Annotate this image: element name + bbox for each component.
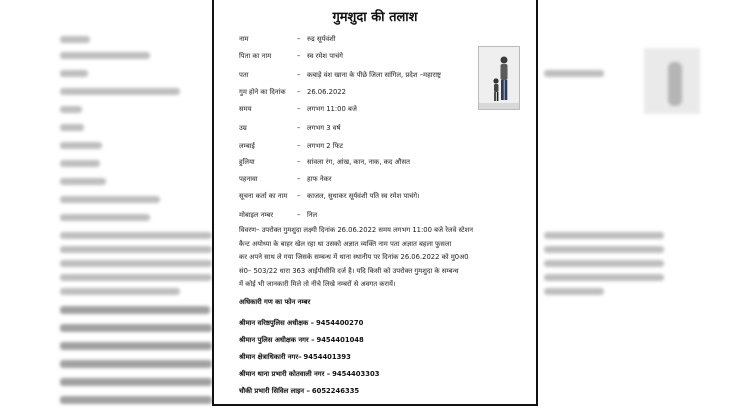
- detail-value: काजल, सुधाकर सूर्यवंशी पति स्व रमेश पाचंगे।: [307, 192, 420, 200]
- detail-label: हुलिया: [239, 158, 255, 166]
- detail-row-clothing: पहनावा – हाफ नेकर: [239, 175, 332, 183]
- detail-row-height: लम्बाई – लगभग 2 फिट: [239, 142, 344, 150]
- detail-label: पिता का नाम: [239, 52, 272, 60]
- detail-row-mobile: मोबाइल नम्बर – निल: [239, 211, 318, 219]
- detail-value: हाफ नेकर: [307, 175, 332, 183]
- detail-value: रुद्र सूर्यवंशी: [307, 35, 336, 43]
- description-line: विवरण– उपरोक्त गुमशुदा लक्ष्मी दिनांक 26.06.2022 समय लगभग 11:00 बजे रेलवे स्टेशन: [239, 226, 473, 234]
- contact-row: [239, 369, 379, 378]
- contact-row: [239, 386, 359, 395]
- detail-row-age: उम्र – लगभग 3 वर्ष: [239, 124, 341, 132]
- contact-number: 9454401393: [303, 353, 351, 361]
- notice-title: गुमशुदा की तलाश: [332, 10, 418, 25]
- contacts-heading: अधिकारी गण का फोन नम्बर: [239, 298, 311, 306]
- detail-value: सांवला रंग, आंख, कान, नाक, कद औसत: [307, 158, 410, 166]
- detail-value: लगभग 3 वर्ष: [307, 124, 341, 132]
- detail-label: पता: [239, 71, 249, 79]
- contact-name: श्रीमान थाना प्रभारी कोतवाली नगर –: [239, 370, 331, 378]
- detail-label: पहनावा: [239, 175, 258, 183]
- description-line: सं0– 503/22 धारा 363 आईपीसीवि दर्ज है। यदि किसी को उपरोक्त गुमशुदा के सम्बन्ध: [239, 266, 459, 275]
- detail-value: कबाड़े वंश खाना के पीछे जिला सांगिल, प्रदेश –महाराष्ट्र: [307, 71, 441, 79]
- detail-label: सूचना कर्ता का नाम: [239, 192, 288, 200]
- description-line: कैन्ट अयोध्या के बाहर खेल रहा था उसको अज्ञात व्यक्ति नाम पता अज्ञात बहला फुसला: [239, 239, 452, 248]
- missing-person-notice: [212, 0, 538, 406]
- detail-row-appearance: हुलिया – सांवला रंग, आंख, कान, नाक, कद औसत: [239, 158, 410, 166]
- contact-row: [239, 318, 363, 327]
- detail-row-informant: सूचना कर्ता का नाम – काजल, सुधाकर सूर्यवंशी पति स्व रमेश पाचंगे।: [239, 192, 420, 200]
- description-line: कर अपने साथ ले गया जिसके सम्बन्ध में थाना स्थानीय पर दिनांक 26.06.2022 को मु0अ0: [239, 253, 469, 262]
- contact-name: चौकी प्रभारी सिविल लाइन –: [239, 387, 310, 395]
- detail-label: गुम होने का दिनांक: [239, 88, 286, 96]
- contact-number: 9454401048: [316, 336, 364, 344]
- detail-value: निल: [307, 211, 318, 219]
- contact-name: श्रीमान क्षेत्राधिकारी नगर–: [239, 353, 302, 361]
- detail-row-missing-date: गुम होने का दिनांक – 26.06.2022: [239, 88, 346, 96]
- detail-value: 26.06.2022: [307, 88, 346, 96]
- detail-value: लगभग 2 फिट: [307, 142, 344, 150]
- contact-row: [239, 352, 351, 361]
- missing-child-photo: [478, 46, 520, 110]
- contact-number: 9454400270: [316, 319, 364, 327]
- contact-number: 6052246335: [311, 387, 360, 395]
- detail-row-address: पता – कबाड़े वंश खाना के पीछे जिला सांगिल, प्रदेश –महाराष्ट्र: [239, 71, 441, 79]
- detail-label: लम्बाई: [239, 142, 255, 150]
- detail-value: लगभग 11:00 बजे: [307, 105, 357, 113]
- detail-label: मोबाइल नम्बर: [239, 211, 274, 219]
- detail-label: समय: [239, 105, 252, 113]
- contact-row: [239, 335, 364, 344]
- detail-row-father: पिता का नाम – स्व रमेश पाचंगे: [239, 52, 343, 60]
- description-line: में कोई भी जानकारी मिले तो नीचे लिखे नम्बरों से अवगत करायें।: [239, 280, 396, 289]
- detail-value: स्व रमेश पाचंगे: [307, 52, 343, 60]
- contact-number: 9454403303: [332, 370, 380, 378]
- contact-name: श्रीमान पुलिस अधीक्षक नगर –: [239, 336, 315, 344]
- description-paragraph: [239, 224, 511, 292]
- detail-row-name: नाम – रुद्र सूर्यवंशी: [239, 35, 336, 43]
- detail-label: नाम: [239, 35, 249, 43]
- detail-label: उम्र: [239, 124, 247, 132]
- contact-name: श्रीमान वरिष्ठपुलिस अधीक्षक –: [239, 319, 315, 327]
- detail-row-time: समय – लगभग 11:00 बजे: [239, 105, 357, 113]
- person-silhouette-icon: [479, 47, 519, 109]
- blurred-background-left: [0, 0, 212, 410]
- blurred-background-right: [544, 0, 748, 410]
